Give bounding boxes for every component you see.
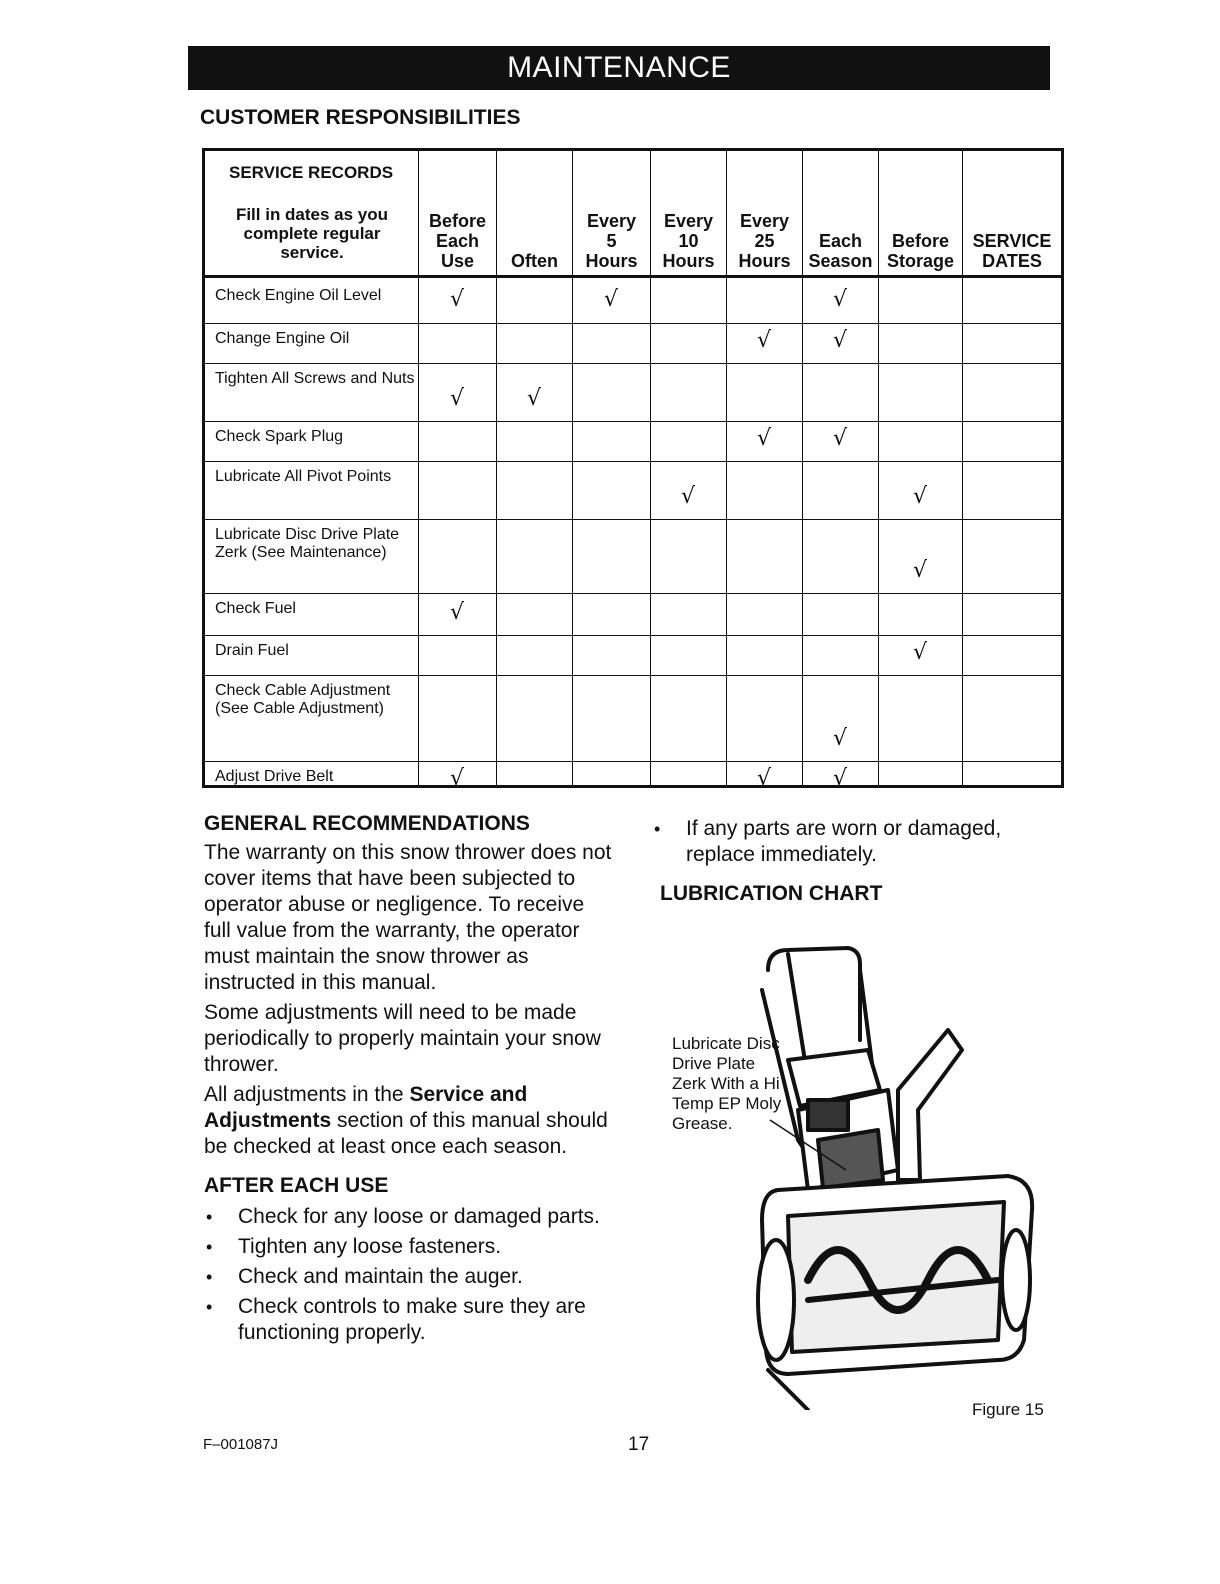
- check-mark: √: [757, 766, 772, 791]
- service-records-note: Fill in dates as you complete regular service.: [235, 205, 389, 262]
- list-item: • If any parts are worn or damaged, replace immediately.: [652, 816, 1072, 868]
- check-mark: √: [527, 386, 542, 411]
- task-label: Check Spark Plug: [215, 428, 344, 445]
- column-divider: [962, 278, 963, 785]
- service-records-title: SERVICE RECORDS: [229, 163, 394, 182]
- check-mark: √: [833, 287, 848, 312]
- service-paragraph: All adjustments in the Service and Adjustments section of this manual should be checked at least once each season.: [204, 1083, 608, 1158]
- check-mark: √: [913, 484, 928, 509]
- task-label: Lubricate All Pivot Points: [215, 468, 392, 485]
- snow-thrower-illustration: [748, 940, 1048, 1410]
- table-row: [205, 281, 1061, 323]
- warranty-paragraph: The warranty on this snow thrower does not cover items that have been subjected to operator abuse or negligence. To receive full value from the warranty, the operator must maintain the snow thrower as instructed in this manual.: [204, 841, 612, 994]
- list-item: • Check controls to make sure they are functioning properly.: [204, 1294, 614, 1346]
- after-use-list: [204, 1204, 614, 1346]
- check-mark: √: [757, 426, 772, 451]
- check-mark: √: [913, 640, 928, 665]
- page-number: 17: [628, 1434, 650, 1455]
- table-row: [205, 363, 1061, 421]
- service-records-header: [205, 151, 419, 275]
- column-header: Every 25 Hours: [727, 151, 803, 275]
- column-header: Often: [497, 151, 573, 275]
- column-header: Every 5 Hours: [573, 151, 651, 275]
- check-mark: √: [757, 328, 772, 353]
- table-row: [205, 635, 1061, 675]
- check-mark: √: [833, 426, 848, 451]
- check-mark: √: [833, 766, 848, 791]
- column-header: Before Storage: [879, 151, 963, 275]
- lubrication-chart-heading: LUBRICATION CHART: [660, 882, 883, 905]
- task-label: Drain Fuel: [215, 642, 289, 659]
- task-label: Check Cable Adjustment (See Cable Adjustment): [215, 682, 391, 717]
- task-label: Lubricate Disc Drive Plate Zerk (See Maintenance): [215, 526, 400, 561]
- section-banner: MAINTENANCE: [188, 46, 1050, 90]
- column-divider: [802, 278, 803, 785]
- check-mark: √: [833, 726, 848, 751]
- column-divider: [726, 278, 727, 785]
- column-divider: [878, 278, 879, 785]
- document-code: F–001087J: [203, 1436, 279, 1453]
- table-row: [205, 675, 1061, 761]
- check-mark: √: [450, 600, 465, 625]
- table-row: [205, 761, 1061, 801]
- list-item: • Check for any loose or damaged parts.: [204, 1204, 614, 1230]
- list-item: • Tighten any loose fasteners.: [204, 1234, 614, 1260]
- list-item: • Check and maintain the auger.: [204, 1264, 614, 1290]
- column-divider: [650, 278, 651, 785]
- column-divider: [572, 278, 573, 785]
- column-header: Each Season: [803, 151, 879, 275]
- check-mark: √: [833, 328, 848, 353]
- task-label: Tighten All Screws and Nuts: [215, 370, 415, 387]
- column-header: SERVICE DATES: [972, 231, 1052, 271]
- customer-responsibilities-heading: CUSTOMER RESPONSIBILITIES: [200, 106, 521, 129]
- header-rule: [205, 275, 1061, 278]
- task-label: Check Engine Oil Level: [215, 287, 382, 304]
- figure-caption: Figure 15: [972, 1400, 1044, 1419]
- table-row: [205, 593, 1061, 635]
- table-row: [205, 461, 1061, 519]
- lubricate-callout: Lubricate Disc Drive Plate Zerk With a Hi Temp EP Moly Grease.: [672, 1034, 782, 1133]
- check-mark: √: [450, 287, 465, 312]
- check-mark: √: [450, 386, 465, 411]
- adjustments-paragraph: Some adjustments will need to be made periodically to properly maintain your snow thrower.: [204, 1001, 601, 1076]
- check-mark: √: [681, 484, 696, 509]
- check-mark: √: [604, 287, 619, 312]
- service-schedule-table: [202, 148, 1064, 791]
- task-label: Change Engine Oil: [215, 330, 350, 347]
- column-divider: [418, 278, 419, 785]
- after-each-use-heading: AFTER EACH USE: [204, 1174, 389, 1197]
- task-label: Check Fuel: [215, 600, 296, 617]
- right-column: [652, 816, 1072, 906]
- table-row: [205, 421, 1061, 461]
- general-recommendations-heading: GENERAL RECOMMENDATIONS: [204, 812, 530, 835]
- check-mark: √: [450, 766, 465, 791]
- column-header: Every 10 Hours: [651, 151, 727, 275]
- worn-parts-list: [652, 816, 1072, 868]
- check-mark: √: [913, 558, 928, 583]
- table-row: [205, 323, 1061, 363]
- task-label: Adjust Drive Belt: [215, 768, 334, 785]
- column-divider: [496, 278, 497, 785]
- column-header: Before Each Use: [419, 151, 497, 275]
- table-row: [205, 519, 1061, 593]
- left-column: [204, 812, 614, 1350]
